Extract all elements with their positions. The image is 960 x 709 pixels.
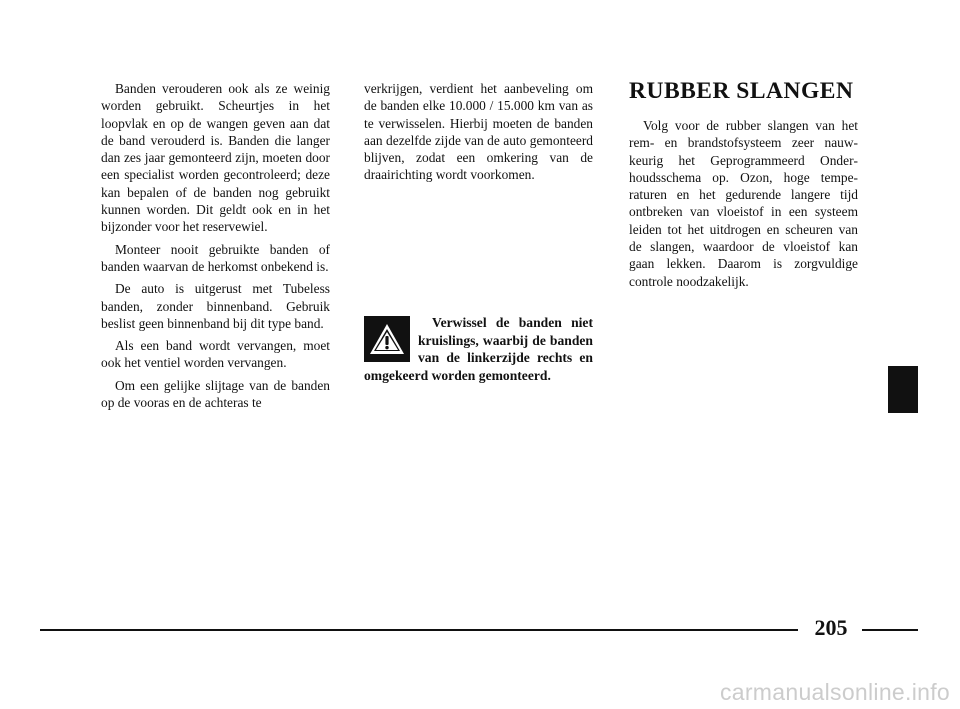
chapter-tab-marker	[888, 366, 918, 413]
text-column-middle	[364, 80, 593, 189]
text-column-right	[629, 77, 858, 295]
paragraph: Volg voor de rubber slangen van het rem- en brandstofsysteem zeer nauwkeurig het Geprogrammeerd Onderhoudsschema op. Ozon, hoge temperaturen en het gedurende langere tijd ontbreken van vloeistof in een systeem leiden tot het uitdrogen en scheuren van de slangen, waardoor de vloeistof kan gaan lekken. Daarom is zorgvuldige controle noodzakelijk.	[629, 118, 858, 289]
footer-rule-left	[40, 629, 798, 631]
paragraph: Om een gelijke slijtage van de banden op de vooras en de achteras te	[101, 377, 330, 411]
paragraph: Banden verouderen ook als ze weinig worden gebruikt. Scheurtjes in het loopvlak en op de wangen geven aan dat de band verouderd is. Banden die langer dan zes jaar gemonteerd zijn, moeten door een specialist worden gecontroleerd; deze kan bepalen of de banden nog gebruikt kunnen worden. Dit geldt ook en in het bijzonder voor het reservewiel.	[101, 81, 330, 235]
footer-rule-right	[862, 629, 918, 631]
watermark: carmanualsonline.info	[719, 679, 950, 705]
page-number: 205	[814, 615, 848, 640]
warning-text: Verwissel de banden niet kruislings, waarbij de banden van de linkerzijde rechts en omgekeerd worden gemonteerd.	[364, 315, 593, 383]
paragraph: verkrijgen, verdient het aanbeveling om de banden elke 10.000 / 15.000 km van as te verwisselen. Hierbij moeten de banden aan dezelfde zijde van de auto gemonteerd blijven, zodat een omkering van de draairichting wordt voorkomen.	[364, 81, 593, 183]
paragraph: Monteer nooit gebruikte banden of banden waarvan de herkomst onbekend is.	[101, 241, 330, 274]
section-title: RUBBER SLANGEN	[629, 78, 854, 104]
paragraph: Als een band wordt vervangen, moet ook het ventiel worden vervangen.	[101, 338, 330, 371]
warning-box	[364, 314, 593, 384]
warning-triangle-icon	[364, 316, 410, 362]
paragraph: De auto is uitgerust met Tubeless banden, zonder binnenband. Gebruik beslist geen binnenband bij dit type band.	[101, 281, 330, 331]
text-column-left	[101, 80, 330, 416]
